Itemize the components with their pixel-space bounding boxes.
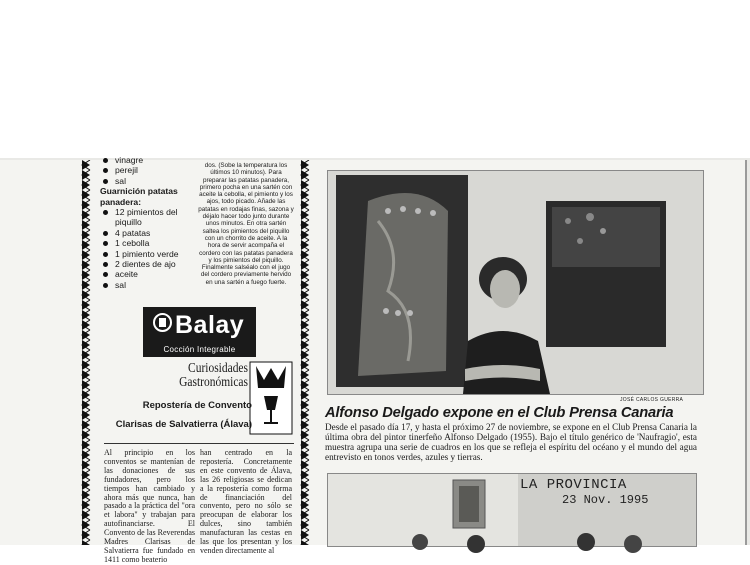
ingredient: sal xyxy=(115,279,126,290)
recipe-preparation: dos. (Sobe la temperatura los últimos 10 minutos). Para preparar las patatas panadera, primero pocha en una sartén con aceite la cebolla, el pimiento y los ajos, todo picado. Añade las patatas en rodajas finas, sazona y déjalo hacer todo junto durante unos minutos. En otra sartén saltea los pimientos del piquillo con un chorrito de aceite. A la hora de servir acompaña el cordero con las patatas panadera y los pimientos del piquillo. Finalmente salséalo con el jugo del cordero previamente hervido en una sartén a fuego fuerte. xyxy=(198,162,294,286)
ingredient: 4 patatas xyxy=(115,227,151,238)
left-zigzag-border xyxy=(80,160,92,545)
newspaper-clipping xyxy=(0,155,747,564)
bullet-icon xyxy=(103,241,108,246)
subtitle-line: Clarisas de Salvatierra (Álava) xyxy=(115,419,252,430)
section-title xyxy=(166,362,248,390)
news-body: Desde el pasado día 17, y hasta el próximo 27 de noviembre, se expone en el Club Prensa Canaria la última obra del pintor tinerfeño Alfonso Delgado (1955). Bajo el título genérico de 'Naufragio', esta muestra agrupa una serie de cuadros en los que se refleja el espíritu del océano y el mundo del agua entrevisto en tonos verdes, azules y tierras. xyxy=(325,422,697,463)
lower-photo xyxy=(327,473,697,547)
balay-advertisement xyxy=(143,307,256,357)
balay-logo-icon xyxy=(153,313,172,332)
ingredient: 1 cebolla xyxy=(115,238,150,249)
handwritten-date: 23 Nov. 1995 xyxy=(562,493,649,507)
ingredient: 1 pimiento verde xyxy=(115,248,179,259)
news-headline: Alfonso Delgado expone en el Club Prensa Canaria xyxy=(325,404,674,421)
bullet-icon xyxy=(103,272,108,277)
exhibition-photo xyxy=(327,170,704,395)
bullet-icon xyxy=(103,231,108,236)
ingredient: 12 pimientos del piquillo xyxy=(115,207,178,228)
balay-tagline: Cocción Integrable xyxy=(163,345,236,354)
ingredient: perejil xyxy=(115,165,138,176)
photo-credit: JOSÉ CARLOS GUERRA xyxy=(620,397,684,403)
recipe-ingredients xyxy=(100,155,194,290)
recipe-heading: Guarnición patatas panadera: xyxy=(100,186,178,207)
middle-zigzag-border xyxy=(299,160,311,545)
balay-logo: Balay xyxy=(175,311,245,339)
chef-hat-wine-icon xyxy=(250,362,292,434)
convent-article-col2: han centrado en la repostería. Concretamente en este convento de Álava, las 26 religiosas se dedican a la repostería como forma de financiación del convento, pero no sólo se preocupan de elaborar los dulces, sino también manufacturan las cestas en las que los presentan y los venden directamente al xyxy=(200,448,292,555)
subtitle-line: Repostería de Convento xyxy=(142,400,252,411)
section-title-line: Curiosidades xyxy=(188,361,248,376)
lower-photo-image xyxy=(328,474,696,546)
bullet-icon xyxy=(103,168,108,173)
divider xyxy=(104,443,294,444)
bullet-icon xyxy=(103,283,108,288)
bullet-icon xyxy=(103,252,108,257)
convent-article-col1: Al principio en los conventos se mantenían de las donaciones de sus fundadores, pero los tiempos han cambiado y ahora más que nunca, han pasado a la práctica del "ora et labora" y trabajan para autofinanciarse. El Convento de las Reverendas Madres Clarisas de Salvatierra fue fundado en 1411 como beaterio xyxy=(104,448,195,564)
handwritten-source: LA PROVINCIA xyxy=(520,477,627,493)
ingredient: vinagre xyxy=(115,155,144,165)
ingredient: 2 dientes de ajo xyxy=(115,259,176,270)
bullet-icon xyxy=(103,210,108,215)
ingredient: aceite xyxy=(115,269,138,280)
ingredient: sal xyxy=(115,175,126,186)
bullet-icon xyxy=(103,158,108,163)
section-title-line: Gastronómicas xyxy=(179,375,248,390)
section-subtitle xyxy=(106,396,252,434)
bullet-icon xyxy=(103,179,108,184)
bullet-icon xyxy=(103,262,108,267)
